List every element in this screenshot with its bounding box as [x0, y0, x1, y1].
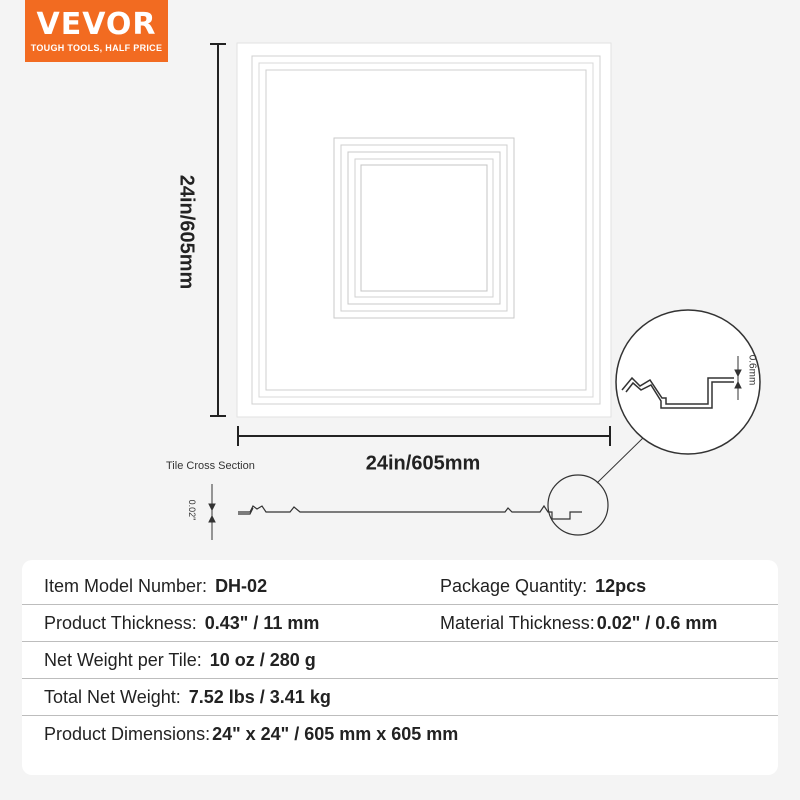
spec-label: Net Weight per Tile: [44, 649, 202, 670]
spec-model [44, 576, 267, 597]
spec-thickness [44, 613, 319, 634]
spec-row-weight-tile [22, 642, 778, 679]
spec-value: 24" x 24" / 605 mm x 605 mm [212, 724, 459, 744]
spec-row-dimensions [22, 716, 778, 753]
specs-table [22, 560, 778, 775]
spec-value: 0.02" / 0.6 mm [596, 612, 718, 633]
spec-weight-tile [44, 650, 316, 671]
spec-value: 7.52 lbs / 3.41 kg [188, 686, 331, 707]
ceiling-tile-image [237, 43, 611, 417]
spec-value: 12pcs [595, 575, 647, 596]
logo-brand: VEVOR [36, 7, 157, 42]
spec-material [440, 613, 717, 634]
zoom-thickness-label: 0.6mm [746, 354, 758, 386]
detail-leader-line [597, 436, 645, 483]
width-dimension-label: 24in/605mm [365, 452, 481, 475]
spec-row-thickness [22, 605, 778, 642]
cross-section-thickness-label: 0.02" [187, 499, 197, 521]
spec-weight-total [44, 687, 331, 708]
spec-label: Material Thickness: [440, 612, 595, 633]
logo-tagline: TOUGH TOOLS, HALF PRICE [30, 43, 163, 53]
spec-label: Product Dimensions: [44, 724, 211, 744]
thickness-marker [209, 484, 215, 540]
spec-package [440, 576, 646, 597]
spec-row-model [22, 568, 778, 605]
spec-value: 10 oz / 280 g [209, 649, 316, 670]
spec-label: Package Quantity: [440, 575, 588, 596]
height-dimension-line [210, 44, 226, 416]
spec-dimensions [44, 724, 458, 745]
spec-value: DH-02 [215, 575, 268, 596]
cross-section-label: Tile Cross Section [166, 460, 255, 472]
spec-label: Product Thickness: [44, 612, 197, 633]
spec-label: Total Net Weight: [44, 686, 181, 707]
spec-label: Item Model Number: [44, 575, 208, 596]
spec-row-weight-total [22, 679, 778, 716]
width-dimension-line [238, 426, 610, 446]
spec-value: 0.43" / 11 mm [204, 612, 320, 633]
cross-section-profile [238, 506, 582, 519]
height-dimension-label: 24in/605mm [175, 174, 198, 290]
detail-circle-small [548, 475, 608, 535]
